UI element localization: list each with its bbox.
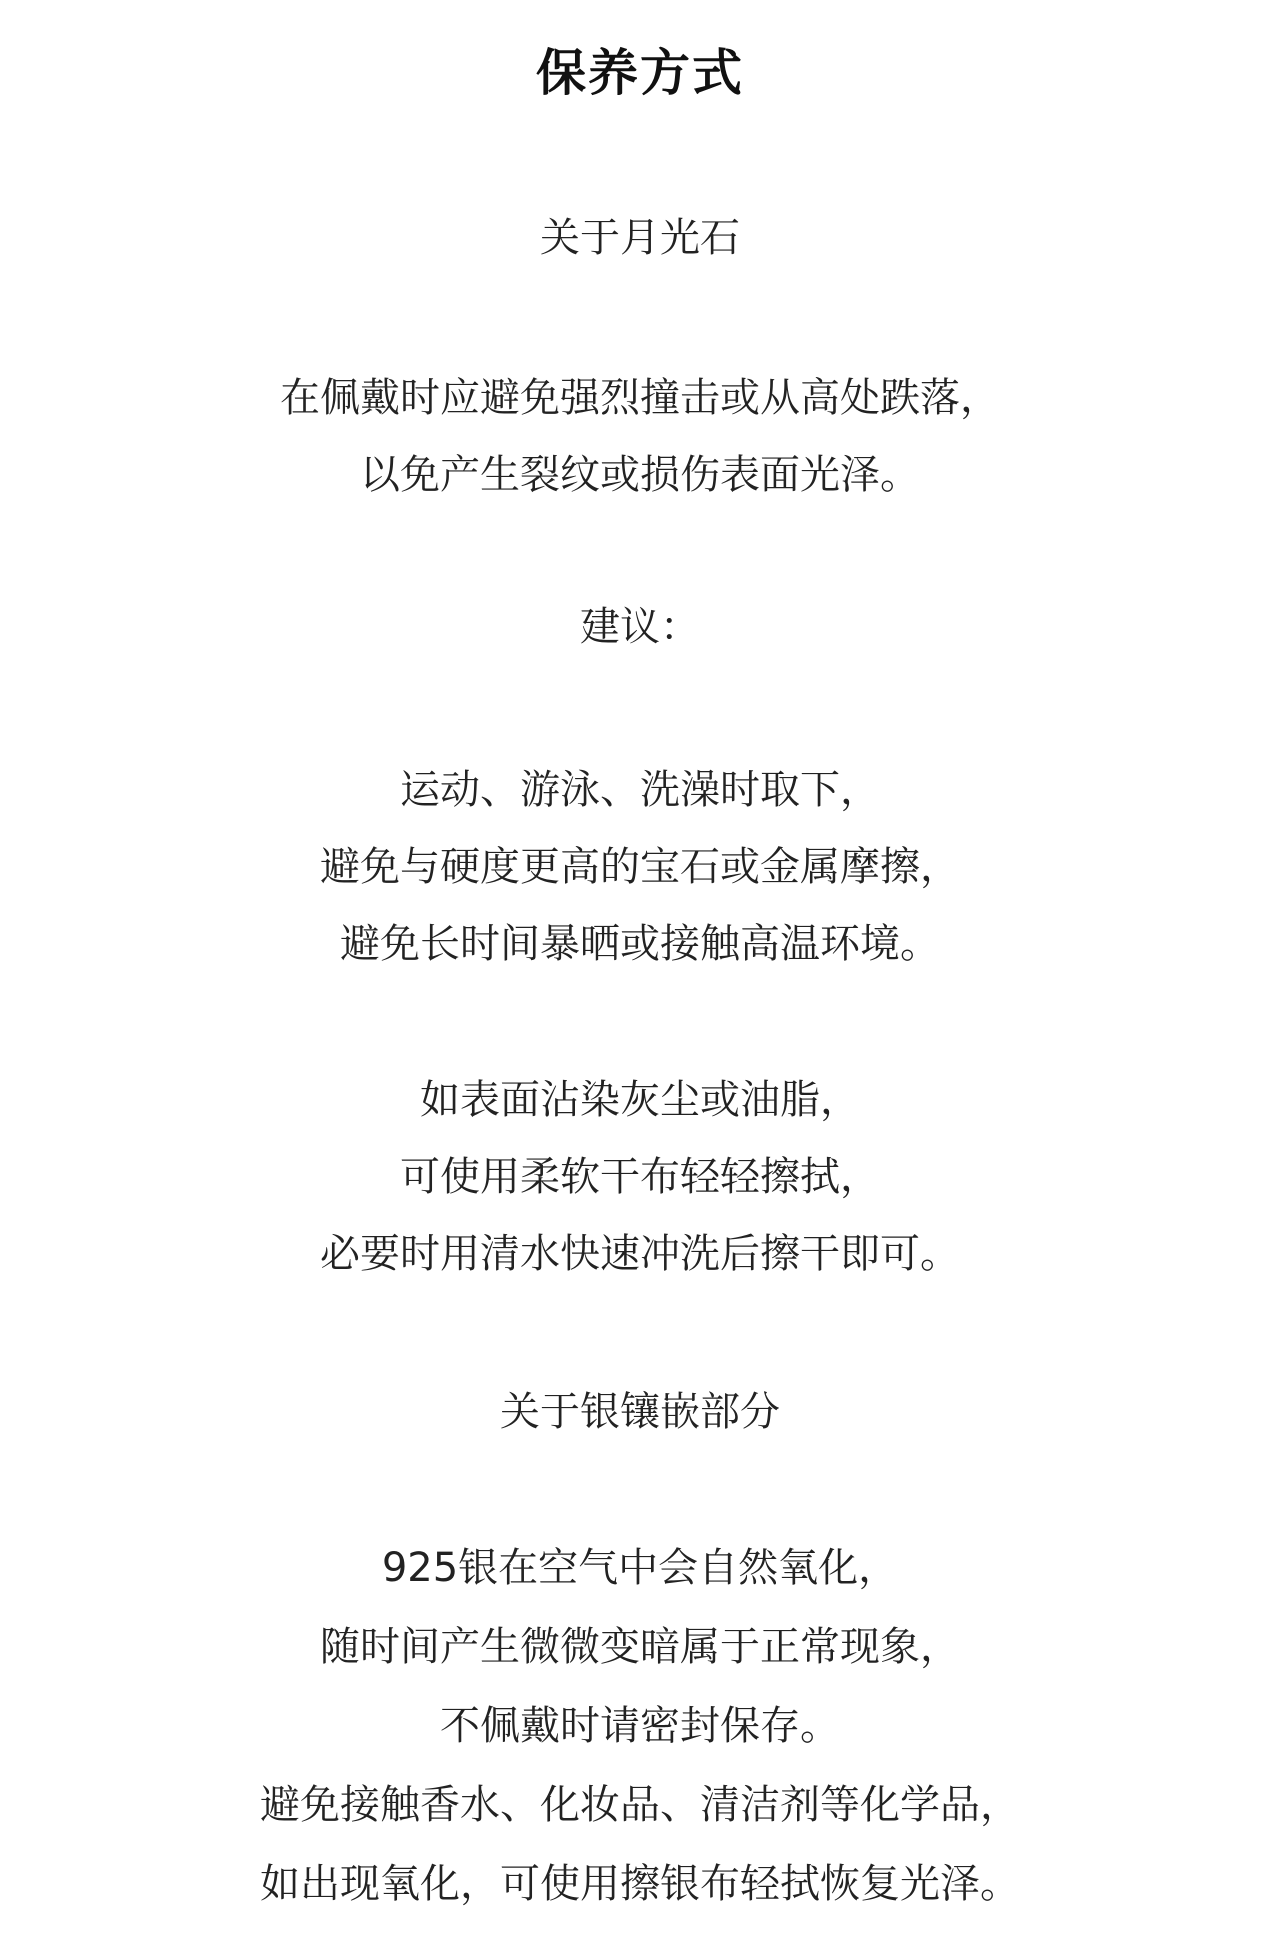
page-title: 保养方式: [536, 44, 744, 102]
silver-heading: 关于银镶嵌部分: [500, 1389, 780, 1435]
silver-line: 随时间产生微微变暗属于正常现象，: [320, 1624, 960, 1670]
advice-line: 避免长时间暴晒或接触高温环境。: [340, 921, 940, 967]
silver-line: 不佩戴时请密封保存。: [440, 1703, 840, 1749]
silver-line: 避免接触香水、化妆品、清洁剂等化学品，: [260, 1782, 1020, 1828]
cleaning-line: 可使用柔软干布轻轻擦拭，: [400, 1154, 880, 1200]
cleaning-line: 必要时用清水快速冲洗后擦干即可。: [320, 1231, 960, 1277]
moonstone-intro-line: 以免产生裂纹或损伤表面光泽。: [360, 452, 920, 498]
silver-line: 如出现氧化，可使用擦银布轻拭恢复光泽。: [260, 1861, 1020, 1907]
silver-line: 925银在空气中会自然氧化，: [381, 1545, 899, 1591]
moonstone-intro-line: 在佩戴时应避免强烈撞击或从高处跌落，: [280, 375, 1000, 421]
advice-line: 运动、游泳、洗澡时取下，: [400, 767, 880, 813]
cleaning-line: 如表面沾染灰尘或油脂，: [420, 1077, 860, 1123]
advice-label: 建议：: [580, 604, 700, 650]
moonstone-heading: 关于月光石: [540, 215, 740, 261]
advice-line: 避免与硬度更高的宝石或金属摩擦，: [320, 844, 960, 890]
